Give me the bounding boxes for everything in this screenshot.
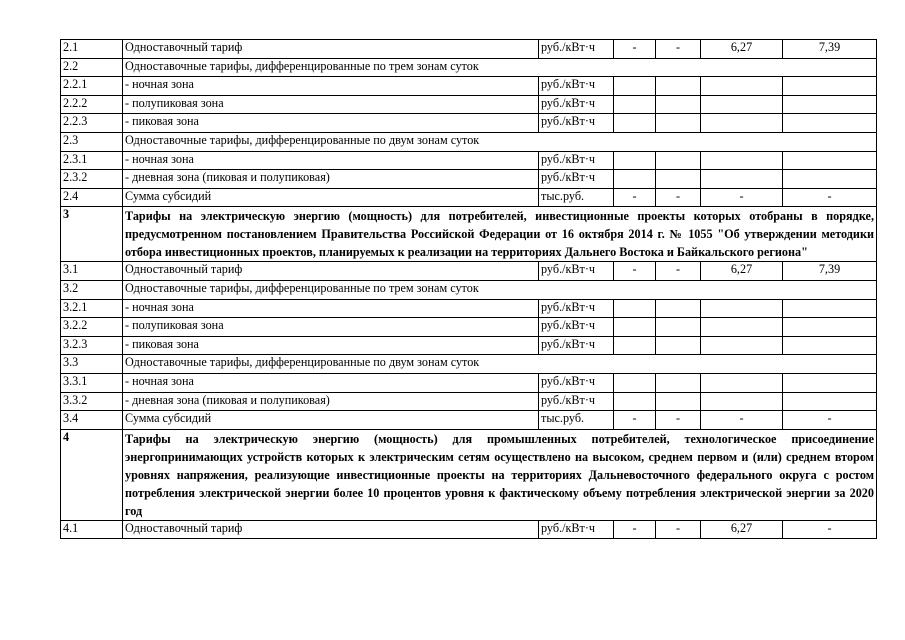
row-name: - ночная зона xyxy=(123,373,539,392)
row-name: - пиковая зона xyxy=(123,336,539,355)
value-cell xyxy=(701,170,783,189)
row-unit: руб./кВт·ч xyxy=(539,336,614,355)
value-cell xyxy=(656,392,701,411)
row-name: Одноставочные тарифы, дифференцированные по двум зонам суток xyxy=(123,355,877,374)
row-number: 3.3 xyxy=(61,355,123,374)
row-unit: руб./кВт·ч xyxy=(539,520,614,539)
row-number: 2.2.3 xyxy=(61,114,123,133)
row-number: 2.3.1 xyxy=(61,151,123,170)
value-cell: - xyxy=(656,40,701,59)
value-cell xyxy=(656,336,701,355)
value-cell: - xyxy=(656,520,701,539)
row-number: 3 xyxy=(61,207,123,262)
table-row xyxy=(61,299,877,318)
value-cell xyxy=(783,114,877,133)
row-unit: руб./кВт·ч xyxy=(539,262,614,281)
table-row xyxy=(61,170,877,189)
value-cell: - xyxy=(783,188,877,207)
value-cell xyxy=(783,318,877,337)
row-number: 3.1 xyxy=(61,262,123,281)
value-cell xyxy=(701,77,783,96)
row-number: 2.3.2 xyxy=(61,170,123,189)
value-cell xyxy=(614,114,656,133)
value-cell xyxy=(614,95,656,114)
value-cell: - xyxy=(701,188,783,207)
row-name: Одноставочные тарифы, дифференцированные по двум зонам суток xyxy=(123,132,877,151)
value-cell: - xyxy=(614,188,656,207)
value-cell xyxy=(614,392,656,411)
table-row xyxy=(61,114,877,133)
value-cell xyxy=(783,299,877,318)
value-cell: - xyxy=(783,411,877,430)
value-cell xyxy=(656,151,701,170)
value-cell: - xyxy=(656,262,701,281)
subsection-row xyxy=(61,355,877,374)
value-cell xyxy=(656,318,701,337)
row-name: - дневная зона (пиковая и полупиковая) xyxy=(123,170,539,189)
value-cell xyxy=(656,77,701,96)
row-number: 2.2 xyxy=(61,58,123,77)
value-cell xyxy=(656,373,701,392)
row-unit: руб./кВт·ч xyxy=(539,95,614,114)
row-name: Одноставочные тарифы, дифференцированные по трем зонам суток xyxy=(123,58,877,77)
row-unit: руб./кВт·ч xyxy=(539,114,614,133)
row-unit: руб./кВт·ч xyxy=(539,299,614,318)
row-unit: руб./кВт·ч xyxy=(539,151,614,170)
subsection-row xyxy=(61,280,877,299)
value-cell: 6,27 xyxy=(701,520,783,539)
row-number: 2.4 xyxy=(61,188,123,207)
value-cell xyxy=(783,170,877,189)
row-name: - пиковая зона xyxy=(123,114,539,133)
table-row xyxy=(61,188,877,207)
row-number: 2.2.1 xyxy=(61,77,123,96)
value-cell xyxy=(783,77,877,96)
row-number: 4 xyxy=(61,429,123,520)
row-number: 3.4 xyxy=(61,411,123,430)
value-cell xyxy=(701,336,783,355)
value-cell xyxy=(701,373,783,392)
value-cell xyxy=(656,299,701,318)
row-unit: руб./кВт·ч xyxy=(539,77,614,96)
table-row xyxy=(61,336,877,355)
table-row xyxy=(61,318,877,337)
value-cell xyxy=(783,392,877,411)
row-number: 3.3.1 xyxy=(61,373,123,392)
row-name: Сумма субсидий xyxy=(123,188,539,207)
value-cell: - xyxy=(656,411,701,430)
row-number: 4.1 xyxy=(61,520,123,539)
value-cell xyxy=(614,318,656,337)
subsection-row xyxy=(61,132,877,151)
value-cell: - xyxy=(614,262,656,281)
value-cell xyxy=(783,151,877,170)
value-cell xyxy=(701,318,783,337)
row-name: Одноставочный тариф xyxy=(123,40,539,59)
table-row xyxy=(61,95,877,114)
value-cell xyxy=(783,95,877,114)
value-cell xyxy=(783,336,877,355)
row-number: 2.1 xyxy=(61,40,123,59)
value-cell: - xyxy=(783,520,877,539)
row-unit: руб./кВт·ч xyxy=(539,392,614,411)
value-cell: - xyxy=(614,40,656,59)
row-unit: руб./кВт·ч xyxy=(539,373,614,392)
value-cell xyxy=(701,299,783,318)
value-cell xyxy=(656,95,701,114)
value-cell xyxy=(614,151,656,170)
table-row xyxy=(61,40,877,59)
value-cell: - xyxy=(701,411,783,430)
value-cell xyxy=(701,95,783,114)
row-unit: тыс.руб. xyxy=(539,411,614,430)
value-cell xyxy=(614,373,656,392)
value-cell xyxy=(701,151,783,170)
section-row xyxy=(61,429,877,520)
row-number: 3.2.1 xyxy=(61,299,123,318)
section-title: Тарифы на электрическую энергию (мощность) для промышленных потребителей, технологическое присоединение энергопринимающих устройств которых к электрическим сетям осуществлено на высоком, среднем первом и (или) среднем втором уровнях напряжения, реализующие инвестиционные проекты на территориях Дальневосточного федерального округа с ростом потребления электрической энергии более 10 процентов уровня к фактическому объему потребления электрической энергии за 2020 год xyxy=(123,429,877,520)
value-cell: 6,27 xyxy=(701,262,783,281)
row-unit: тыс.руб. xyxy=(539,188,614,207)
value-cell xyxy=(614,299,656,318)
row-name: Одноставочный тариф xyxy=(123,262,539,281)
section-row xyxy=(61,207,877,262)
row-name: Одноставочные тарифы, дифференцированные по трем зонам суток xyxy=(123,280,877,299)
row-number: 2.3 xyxy=(61,132,123,151)
row-number: 2.2.2 xyxy=(61,95,123,114)
value-cell: - xyxy=(614,411,656,430)
row-name: Сумма субсидий xyxy=(123,411,539,430)
row-number: 3.2 xyxy=(61,280,123,299)
row-name: - дневная зона (пиковая и полупиковая) xyxy=(123,392,539,411)
tariff-table-body xyxy=(61,40,877,539)
row-unit: руб./кВт·ч xyxy=(539,40,614,59)
value-cell xyxy=(614,77,656,96)
row-unit: руб./кВт·ч xyxy=(539,170,614,189)
value-cell: 7,39 xyxy=(783,40,877,59)
subsection-row xyxy=(61,58,877,77)
row-name: - полупиковая зона xyxy=(123,318,539,337)
section-title: Тарифы на электрическую энергию (мощность) для потребителей, инвестиционные проекты которых отобраны в порядке, предусмотренном постановлением Правительства Российской Федерации от 16 октября 2014 г. № 1055 "Об утверждении методики отбора инвестиционных проектов, планируемых к реализации на территориях Дальнего Востока и Байкальского региона" xyxy=(123,207,877,262)
row-name: - ночная зона xyxy=(123,299,539,318)
value-cell xyxy=(701,114,783,133)
value-cell: - xyxy=(656,188,701,207)
table-row xyxy=(61,373,877,392)
table-row xyxy=(61,411,877,430)
value-cell: 7,39 xyxy=(783,262,877,281)
value-cell: - xyxy=(614,520,656,539)
row-number: 3.2.2 xyxy=(61,318,123,337)
value-cell xyxy=(656,114,701,133)
value-cell xyxy=(614,336,656,355)
value-cell xyxy=(783,373,877,392)
table-row xyxy=(61,262,877,281)
row-name: - ночная зона xyxy=(123,151,539,170)
row-number: 3.3.2 xyxy=(61,392,123,411)
value-cell: 6,27 xyxy=(701,40,783,59)
table-row xyxy=(61,520,877,539)
row-name: Одноставочный тариф xyxy=(123,520,539,539)
table-row xyxy=(61,392,877,411)
row-unit: руб./кВт·ч xyxy=(539,318,614,337)
tariff-table xyxy=(60,39,877,539)
row-number: 3.2.3 xyxy=(61,336,123,355)
row-name: - полупиковая зона xyxy=(123,95,539,114)
row-name: - ночная зона xyxy=(123,77,539,96)
table-row xyxy=(61,151,877,170)
value-cell xyxy=(656,170,701,189)
value-cell xyxy=(701,392,783,411)
value-cell xyxy=(614,170,656,189)
table-row xyxy=(61,77,877,96)
